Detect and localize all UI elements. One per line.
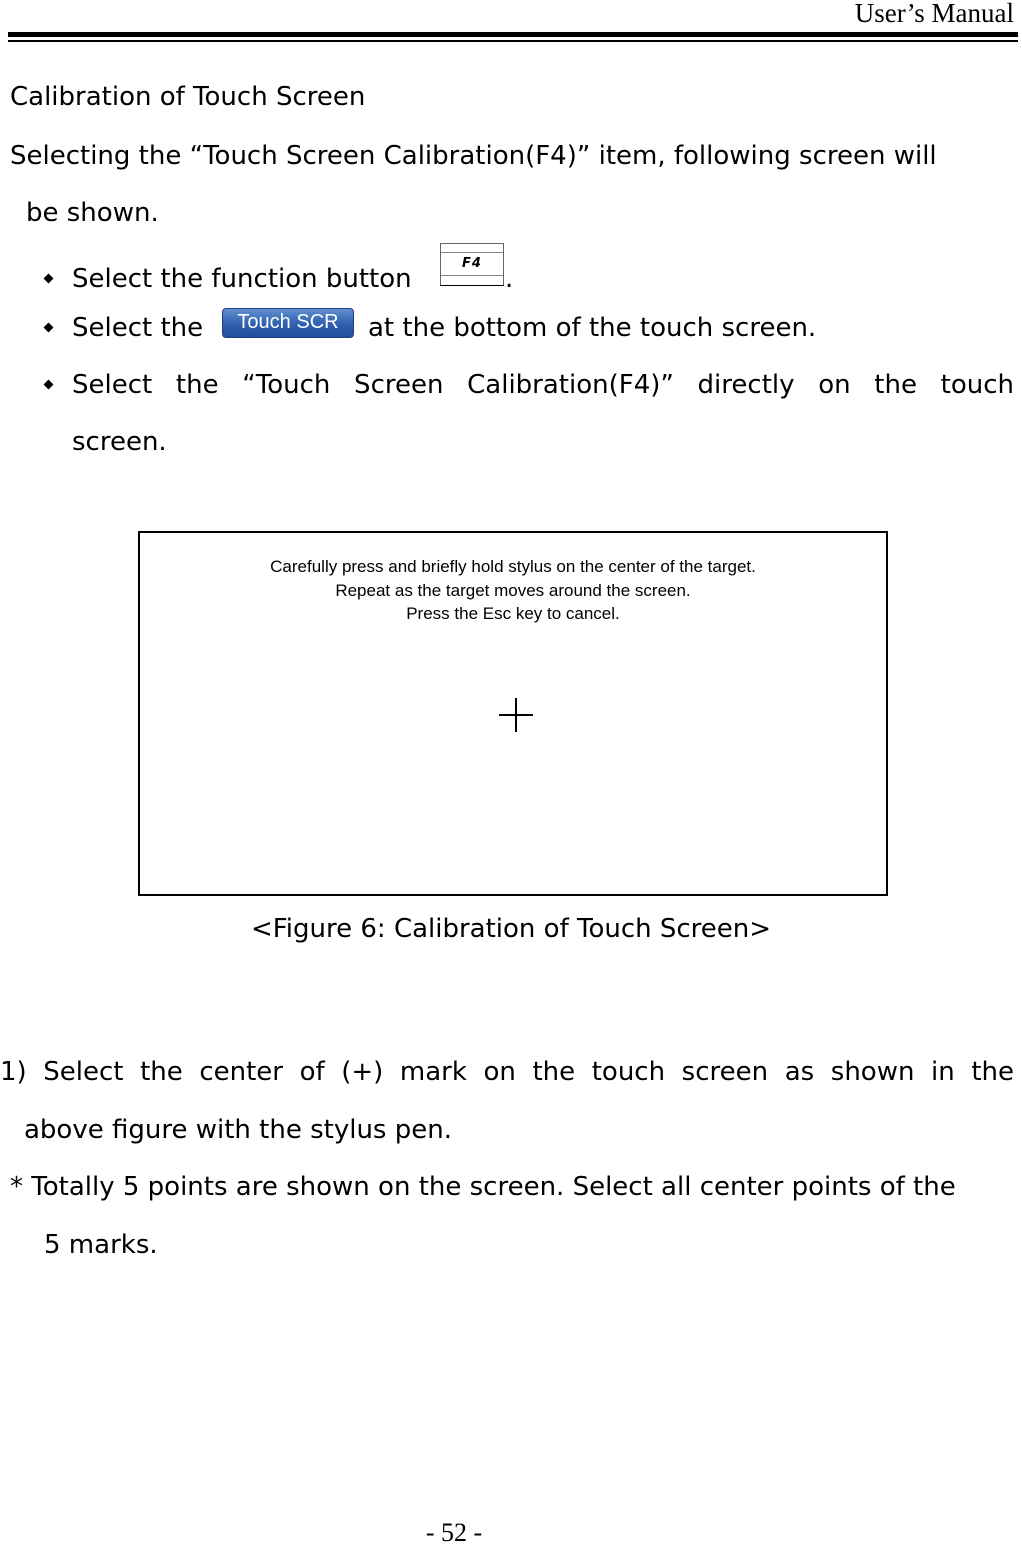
step-1-text: 1) Select the center of (+) mark on the touch screen as shown in the [0,1057,1014,1087]
intro-line-1: Selecting the “Touch Screen Calibration(F4)” item, following screen will [10,141,937,171]
f4-key-icon [440,243,504,286]
bullet-1-text: Select the function button [72,264,412,294]
note-text-continued: 5 marks. [44,1230,158,1260]
bullet-2-text-pre: Select the [72,313,204,343]
figure-instruction-1: Carefully press and briefly hold stylus on the center of the target. [270,557,756,576]
bullet-diamond-icon [44,380,54,390]
header-rule-thin [8,40,1018,42]
manual-header-title: User’s Manual [854,0,1014,28]
bullet-diamond-icon [44,323,54,333]
note-text: * Totally 5 points are shown on the screen. Select all center points of the [10,1172,956,1202]
intro-line-2: be shown. [26,198,159,228]
page-number: - 52 - [425,1518,483,1547]
bullet-3-text-continued: screen. [72,427,167,457]
bullet-3-text: Select the “Touch Screen Calibration(F4)” directly on the touch [72,370,1014,400]
calibration-screen-figure [138,531,888,896]
figure-instruction-2: Repeat as the target moves around the screen. [335,581,691,600]
touch-scr-button-image: Touch SCR [222,308,354,338]
bullet-2-text-post: at the bottom of the touch screen. [368,313,817,343]
crosshair-icon [499,698,533,732]
bullet-1-period: . [505,264,514,294]
figure-instruction-3: Press the Esc key to cancel. [406,604,620,623]
figure-caption: <Figure 6: Calibration of Touch Screen> [250,914,772,944]
f4-key-label: F4 [462,256,482,271]
section-heading: Calibration of Touch Screen [10,82,366,112]
bullet-diamond-icon [44,274,54,284]
step-1-text-continued: above figure with the stylus pen. [24,1115,452,1145]
header-rule-thick [8,32,1018,37]
